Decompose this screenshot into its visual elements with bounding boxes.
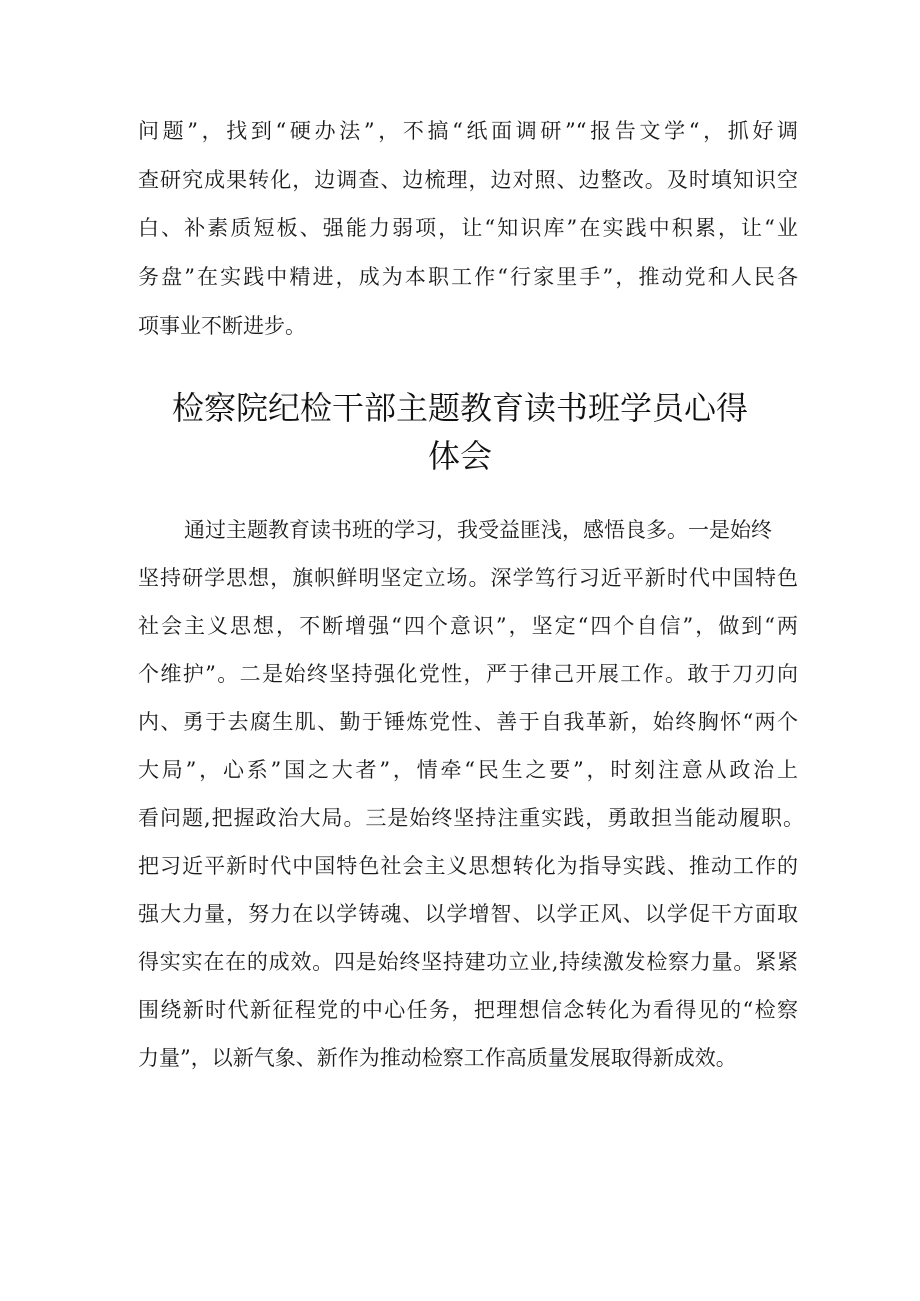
paragraph-line: 项事业不断进步。: [138, 314, 306, 338]
paragraph-line: 大局”，心系”国之大者”，情牵“民生之要”，时刻注意从政治上: [138, 758, 798, 782]
paragraph-line: 问题”，找到“硬办法”，不搞“纸面调研”“报告文学“，抓好调: [138, 119, 798, 143]
paragraph-line: 坚持研学思想，旗帜鲜明坚定立场。深学笃行习近平新时代中国特色: [138, 566, 798, 590]
paragraph-line: 围绕新时代新征程党的中心任务，把理想信念转化为看得见的“检察: [138, 998, 798, 1022]
title-line: 检察院纪检干部主题教育读书班学员心得: [171, 389, 748, 427]
paragraph-line: 强大力量，努力在以学铸魂、以学增智、以学正风、以学促干方面取: [138, 902, 798, 926]
paragraph-line: 务盘”在实践中精进，成为本职工作“行家里手”，推动党和人民各: [138, 265, 798, 289]
paragraph-line: 白、补素质短板、强能力弱项，让“知识库”在实践中积累，让“业: [138, 216, 798, 240]
paragraph-line: 通过主题教育读书班的学习，我受益匪浅，感悟良多。一是始终: [184, 518, 772, 542]
paragraph-line: 内、勇于去腐生肌、勤于锤炼党性、善于自我革新，始终胸怀“两个: [138, 710, 798, 734]
paragraph-line: 看问题,把握政治大局。三是始终坚持注重实践，勇敢担当能动履职。: [138, 806, 804, 830]
paragraph-line: 个维护”。二是始终坚持强化党性，严于律己开展工作。敢于刀刃向: [138, 662, 798, 686]
title-line: 体会: [427, 437, 492, 475]
paragraph-line: 把习近平新时代中国特色社会主义思想转化为指导实践、推动工作的: [138, 854, 798, 878]
paragraph-line: 力量”，以新气象、新作为推动检察工作高质量发展取得新成效。: [138, 1046, 737, 1070]
paragraph-line: 社会主义思想，不断增强“四个意识”，坚定“四个自信”，做到“两: [138, 614, 798, 638]
paragraph-line: 查研究成果转化，边调查、边梳理，边对照、边整改。及时填知识空: [138, 168, 798, 192]
paragraph-line: 得实实在在的成效。四是始终坚持建功立业,持续激发检察力量。紧紧: [138, 950, 798, 974]
